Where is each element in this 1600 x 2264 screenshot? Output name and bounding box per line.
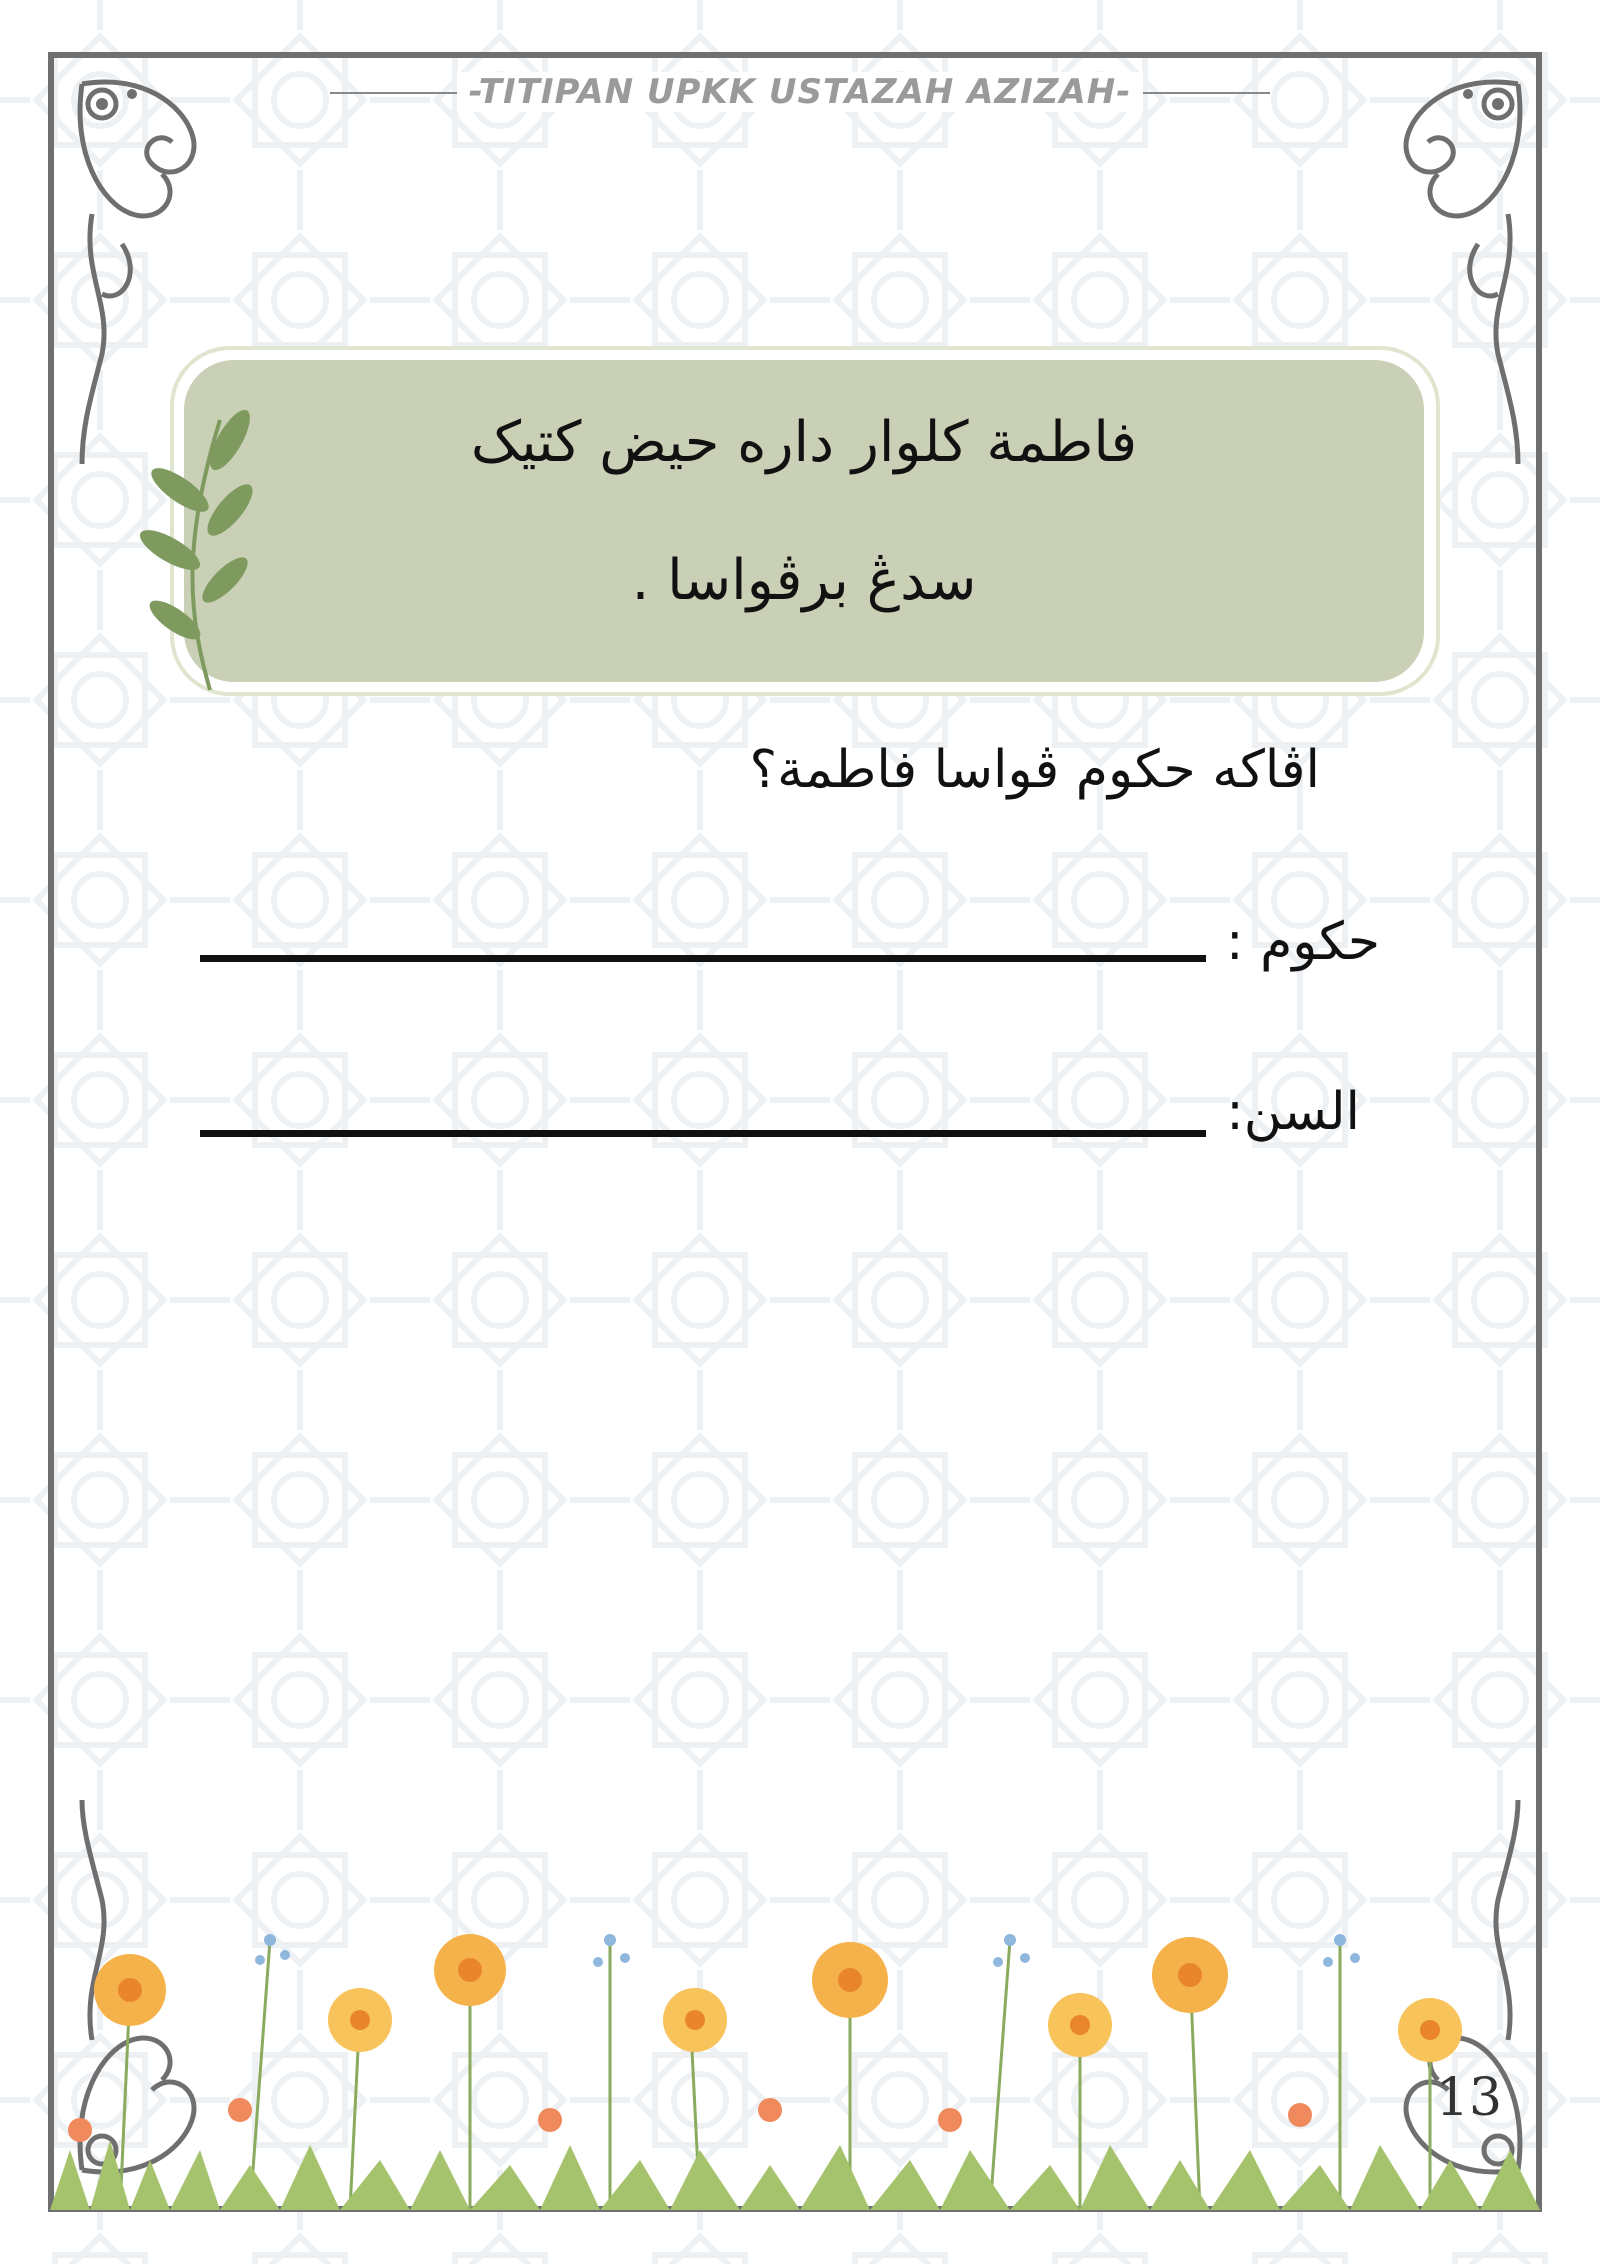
answer-line-sebab[interactable] bbox=[200, 1130, 1206, 1137]
field-label-hukum: حكوم : bbox=[1226, 912, 1380, 972]
header-banner bbox=[0, 72, 1600, 112]
leaf-sprig-icon bbox=[100, 400, 260, 700]
answer-line-hukum[interactable] bbox=[200, 955, 1206, 962]
header-banner-text: -TITIPAN UPKK USTAZAH AZIZAH- bbox=[457, 72, 1144, 112]
title-line-1: فاطمة كلوار داره حيض كتيک bbox=[470, 410, 1138, 475]
title-panel bbox=[184, 360, 1424, 682]
field-label-sebab: السن: bbox=[1226, 1082, 1360, 1142]
page-number: 13 bbox=[1435, 2068, 1503, 2128]
flower-border-icon bbox=[50, 1880, 1540, 2210]
question-text: اڤاكه حكوم ڤواسا فاطمة؟ bbox=[749, 740, 1320, 800]
title-line-2: سدڠ برڤواسا . bbox=[631, 548, 977, 613]
